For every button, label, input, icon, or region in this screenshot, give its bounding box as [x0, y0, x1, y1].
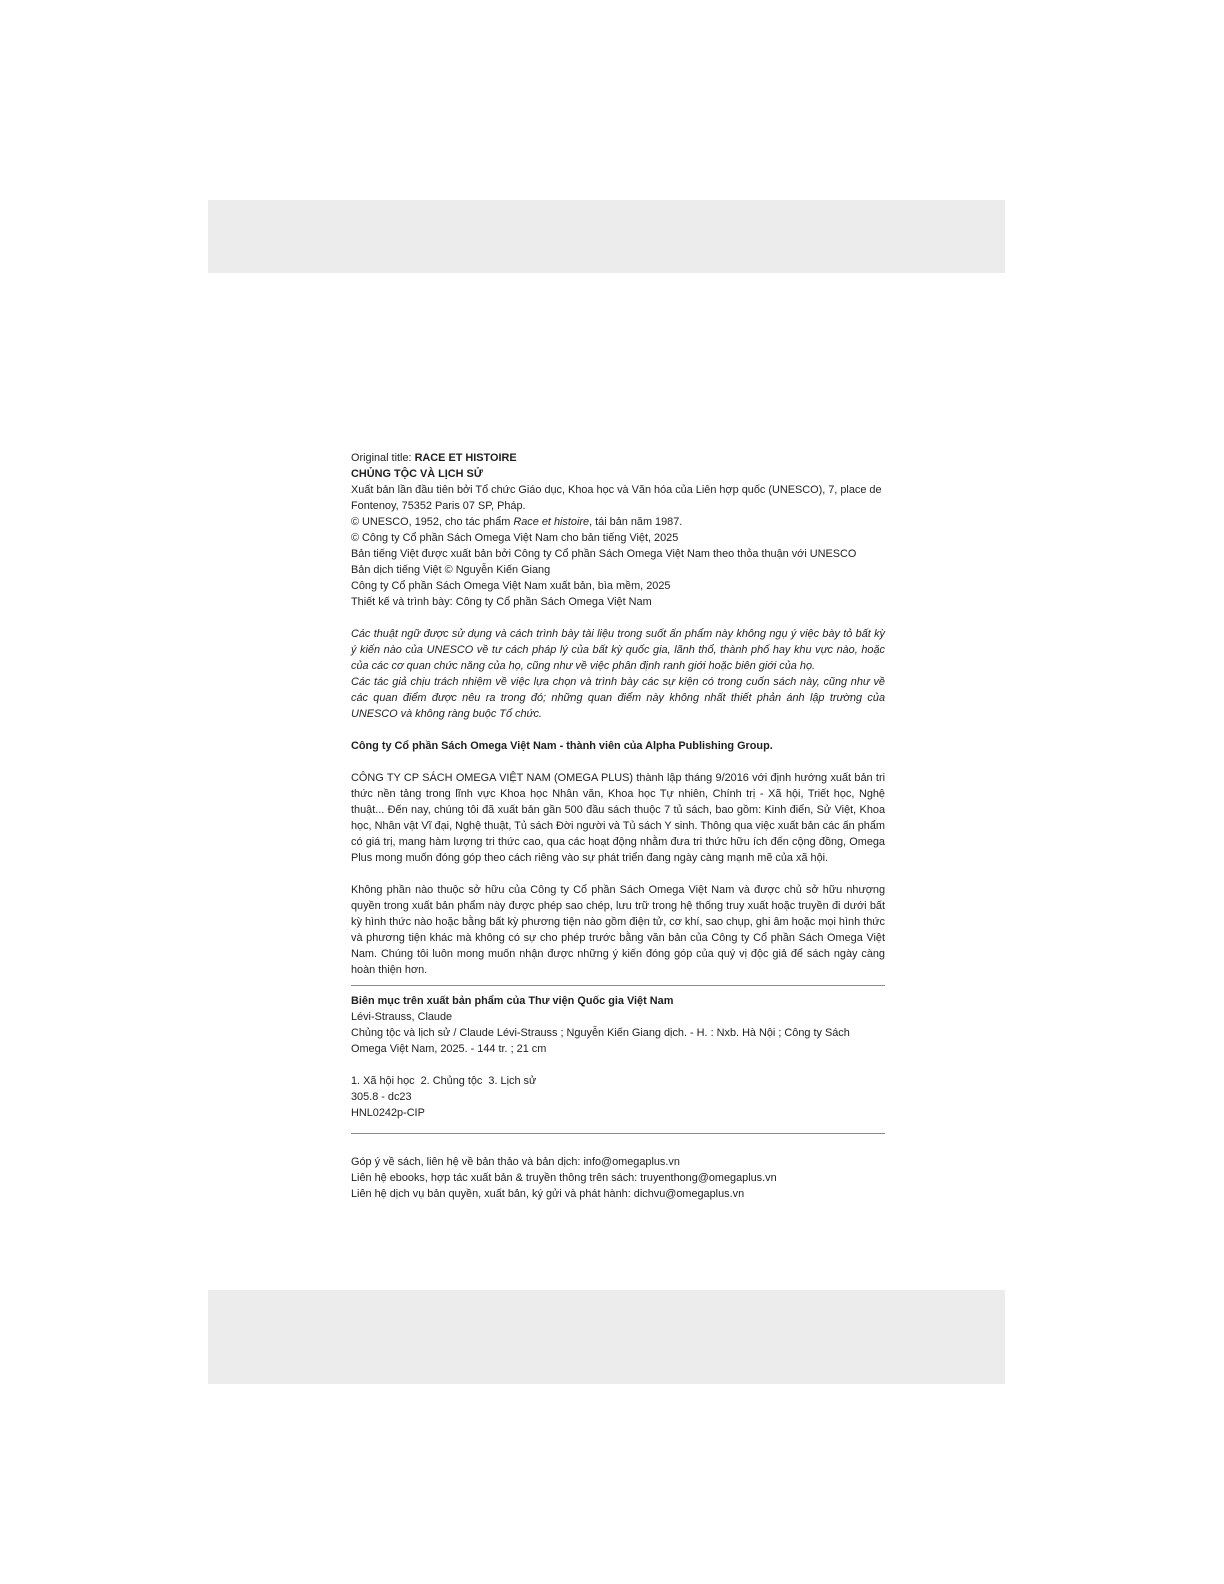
- publication-line: Fontenoy, 75352 Paris 07 SP, Pháp.: [351, 500, 526, 512]
- bottom-gray-band: [208, 1290, 1005, 1384]
- divider: [351, 1133, 885, 1134]
- publication-line: Xuất bản lần đầu tiên bởi Tổ chức Giáo dục, Khoa học và Văn hóa của Liên hợp quốc (UNESCO), 7, place de: [351, 484, 882, 496]
- cip-entry-line: Chủng tộc và lịch sử / Claude Lévi-Strauss ; Nguyễn Kiến Giang dịch. - H. : Nxb. Hà Nội ; Công ty Sách: [351, 1027, 850, 1039]
- disclaimer-paragraph: Các tác giả chịu trách nhiệm về việc lựa chọn và trình bày các sự kiện có trong cuốn sách này, cũng như về các quan điểm được nêu ra trong đó; những quan điểm này không nhất thiết phản ánh lập trường của UNESCO và không ràng buộc Tổ chức.: [351, 676, 885, 720]
- unesco-copyright-work: Race et histoire: [513, 516, 590, 528]
- contact-line: Liên hệ ebooks, hợp tác xuất bản & truyền thông trên sách: truyenthong@omegaplus.vn: [351, 1172, 777, 1184]
- cip-heading: Biên mục trên xuất bản phẩm của Thư viện Quốc gia Việt Nam: [351, 995, 674, 1007]
- cip-author: Lévi-Strauss, Claude: [351, 1011, 453, 1023]
- copyright-line: Bản dịch tiếng Việt © Nguyễn Kiến Giang: [351, 564, 551, 576]
- cip-entry-line: Omega Việt Nam, 2025. - 144 tr. ; 21 cm: [351, 1043, 547, 1055]
- cip-classification: 305.8 - dc23: [351, 1091, 412, 1103]
- copyright-page: [351, 450, 885, 1202]
- copyright-line: Bản tiếng Việt được xuất bản bởi Công ty Cổ phần Sách Omega Việt Nam theo thỏa thuận với UNESCO: [351, 548, 857, 560]
- original-title-line: [351, 450, 885, 466]
- divider: [351, 985, 885, 986]
- vietnamese-title: CHỦNG TỘC VÀ LỊCH SỬ: [351, 468, 483, 480]
- contact-line: Liên hệ dịch vụ bản quyền, xuất bản, ký gửi và phát hành: dichvu@omegaplus.vn: [351, 1188, 745, 1200]
- cip-subjects: 1. Xã hội học 2. Chủng tộc 3. Lịch sử: [351, 1075, 537, 1087]
- unesco-copyright-suffix: , tái bản năm 1987.: [589, 516, 683, 528]
- rights-paragraph: Không phần nào thuộc sở hữu của Công ty Cổ phần Sách Omega Việt Nam và được chủ sở hữu nhượng quyền trong xuất bản phẩm này được phép sao chép, lưu trữ trong hệ thống truy xuất hoặc truyền đi dưới bất kỳ hình thức nào hoặc bằng bất kỳ phương tiện nào gồm điện tử, cơ khí, sao chụp, ghi âm hoặc mọi hình thức và phương tiện khác mà không có sự cho phép trước bằng văn bản của Công ty Cổ phần Sách Omega Việt Nam. Chúng tôi luôn mong muốn nhận được những ý kiến đóng góp của quý vị độc giả để sách ngày càng hoàn thiện hơn.: [351, 884, 885, 976]
- copyright-line: Công ty Cổ phần Sách Omega Việt Nam xuất bản, bìa mềm, 2025: [351, 580, 671, 592]
- disclaimer-paragraph: Các thuật ngữ được sử dụng và cách trình bày tài liệu trong suốt ấn phẩm này không ngụ ý việc bày tỏ bất kỳ ý kiến nào của UNESCO về tư cách pháp lý của bất kỳ quốc gia, lãnh thổ, thành phố hay khu vực nào, hoặc của các cơ quan chức năng của họ, cũng như về việc phân định ranh giới hoặc biên giới của họ.: [351, 628, 885, 672]
- company-heading: Công ty Cổ phần Sách Omega Việt Nam - thành viên của Alpha Publishing Group.: [351, 740, 773, 752]
- original-title-label: Original title:: [351, 452, 415, 464]
- company-about-paragraph: CÔNG TY CP SÁCH OMEGA VIỆT NAM (OMEGA PLUS) thành lập tháng 9/2016 với định hướng xuất bản tri thức nền tảng trong lĩnh vực Khoa học Nhân văn, Khoa học Tự nhiên, Chính trị - Xã hội, Triết học, Nghệ thuật... Đến nay, chúng tôi đã xuất bản gần 500 đầu sách thuộc 7 tủ sách, bao gồm: Kinh điển, Sử Việt, Khoa học, Nhân vật Vĩ đại, Nghệ thuật, Tủ sách Đời người và Tủ sách Y sinh. Thông qua việc xuất bản các ấn phẩm có giá trị, mang hàm lượng tri thức cao, qua các hoạt động nhằm đưa tri thức hữu ích đến cộng đồng, Omega Plus mong muốn đóng góp theo cách riêng vào sự phát triển đang ngày càng mạnh mẽ của xã hội.: [351, 772, 885, 864]
- original-title: RACE ET HISTOIRE: [414, 452, 517, 464]
- unesco-copyright-line: [351, 514, 885, 530]
- top-gray-band: [208, 200, 1005, 273]
- contact-line: Góp ý về sách, liên hệ về bản thảo và bản dịch: info@omegaplus.vn: [351, 1156, 680, 1168]
- unesco-copyright-prefix: © UNESCO, 1952, cho tác phẩm: [351, 516, 514, 528]
- copyright-line: Thiết kế và trình bày: Công ty Cổ phần Sách Omega Việt Nam: [351, 596, 652, 608]
- copyright-line: © Công ty Cổ phần Sách Omega Việt Nam cho bản tiếng Việt, 2025: [351, 532, 679, 544]
- cip-code: HNL0242p-CIP: [351, 1107, 425, 1119]
